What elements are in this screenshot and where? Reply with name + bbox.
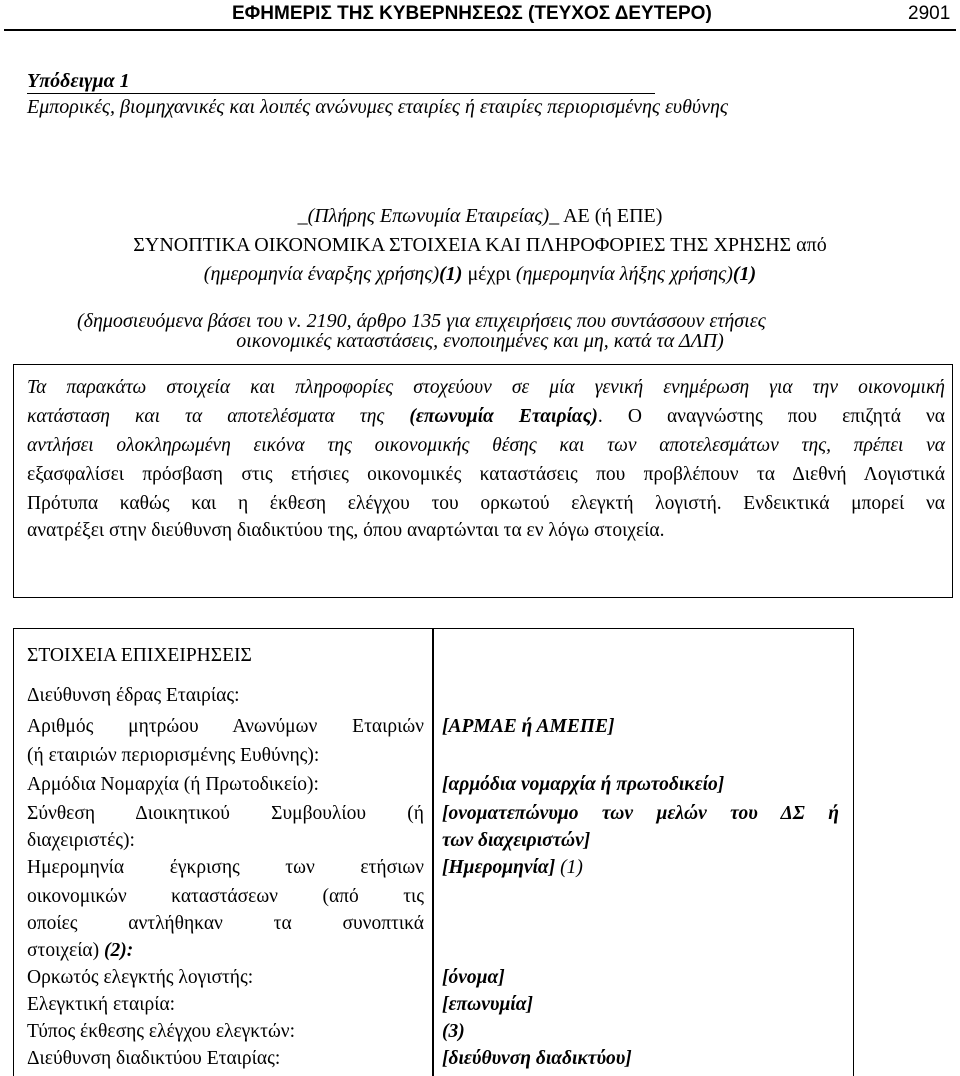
notice-line-1: Τα παρακάτω στοιχεία και πληροφορίες στοχεύουν σε μία γενική ενημέρωση για την οικονομική (27, 377, 945, 398)
board-value-2: των διαχειριστών] (442, 830, 591, 851)
gazette-title: ΕΦΗΜΕΡΙΣ ΤΗΣ ΚΥΒΕΡΝΗΣΕΩΣ (ΤΕΥΧΟΣ ΔΕΥΤΕΡΟ) (232, 3, 712, 24)
notice-line-2 (27, 406, 945, 428)
report-type-value: (3) (442, 1021, 465, 1042)
board-value-1: [ονοματεπώνυμο των μελών του ΔΣ ή (442, 803, 839, 824)
approval-label-4 (27, 940, 133, 962)
notice-line-2a: κατάσταση και τα αποτελέσματα της (27, 406, 410, 427)
audit-firm-label: Ελεγκτική εταιρία: (27, 994, 176, 1015)
notice-company-name: (επωνυμία Εταιρίας) (409, 406, 598, 427)
company-name-placeholder: _(Πλήρης Επωνυμία Εταιρείας)_ (297, 205, 560, 227)
auditor-label: Ορκωτός ελεγκτής λογιστής: (27, 967, 254, 988)
heading-company-name (0, 205, 960, 228)
approval-label-1: Ημερομηνία έγκρισης των ετήσιων (27, 857, 424, 878)
heading-standards: οικονομικές καταστάσεις, ενοποιημένες και μη, κατά τα ΔΛΠ) (236, 330, 724, 352)
notice-line-5: Πρότυπα καθώς και η έκθεση ελέγχου του ορκωτού ελεγκτή λογιστή. Ενδεικτικά μπορεί να (27, 493, 945, 514)
period-until: μέχρι (462, 263, 516, 285)
header-rule (4, 29, 956, 31)
heading-summary-title: ΣΥΝΟΠΤΙΚΑ ΟΙΚΟΝΟΜΙΚΑ ΣΤΟΙΧΕΙΑ ΚΑΙ ΠΛΗΡΟΦΟΡΙΕΣ ΤΗΣ ΧΡΗΣΗΣ από (133, 234, 827, 256)
heading-period (0, 263, 960, 286)
prefecture-value: [αρμόδια νομαρχία ή πρωτοδικείο] (442, 774, 725, 795)
notice-line-6: ανατρέξει στην διεύθυνση διαδικτύου της, όπου αναρτώνται τα εν λόγω στοιχεία. (27, 520, 665, 541)
report-type-label: Τύπος έκθεσης ελέγχου ελεγκτών: (27, 1021, 296, 1042)
approval-value (442, 857, 583, 879)
company-table-divider (432, 628, 434, 1076)
prefecture-label: Αρμόδια Νομαρχία (ή Πρωτοδικείο): (27, 774, 319, 795)
board-label-1: Σύνθεση Διοικητικού Συμβουλίου (ή (27, 803, 424, 824)
page-number: 2901 (908, 3, 951, 24)
sample-label-underline (27, 93, 655, 94)
sample-subtitle: Εμπορικές, βιομηχανικές και λοιπές ανώνυμες εταιρίες ή εταιρίες περιορισμένης ευθύνης (27, 96, 729, 118)
address-label: Διεύθυνση έδρας Εταιρίας: (27, 685, 240, 706)
period-start-note: (1) (439, 263, 463, 285)
legal-basis-rest: 2190, άρθρο 135 για επιχειρήσεις που συντάσσουν ετήσιες (301, 310, 766, 332)
notice-line-3: αντλήσει ολοκληρωμένη εικόνα της οικονομικής θέσης και των αποτελεσμάτων της, πρέπει να (27, 435, 945, 456)
period-end: (ημερομηνία λήξης χρήσης) (515, 263, 733, 285)
audit-firm-value: [επωνυμία] (442, 994, 533, 1015)
approval-label-3: οποίες αντλήθηκαν τα συνοπτικά (27, 913, 424, 934)
approval-note: (2): (104, 940, 134, 961)
sample-label: Υπόδειγμα 1 (27, 70, 130, 92)
registry-label-1: Αριθμός μητρώου Ανωνύμων Εταιριών (27, 716, 424, 737)
approval-label-2: οικονομικών καταστάσεων (από τις (27, 886, 424, 907)
approval-label-4a: στοιχεία) (27, 940, 105, 961)
registry-value: [ΑΡΜΑΕ ή ΑΜΕΠΕ] (442, 716, 615, 737)
company-section-title: ΣΤΟΙΧΕΙΑ ΕΠΙΧΕΙΡΗΣΕΙΣ (27, 645, 252, 666)
legal-basis-italic: (δημοσιευόμενα βάσει του ν. (77, 310, 302, 332)
notice-line-2c: . Ο αναγνώστης που επιζητά να (597, 406, 945, 427)
notice-line-4: εξασφαλίσει πρόσβαση στις ετήσιες οικονομικές καταστάσεις που προβλέπουν τα Διεθνή Λογιστικά (27, 464, 945, 485)
board-label-2: διαχειριστές): (27, 830, 135, 851)
period-end-note: (1) (732, 263, 757, 285)
company-type: ΑΕ (ή ΕΠΕ) (559, 205, 663, 227)
registry-label-2: (ή εταιριών περιορισμένης Ευθύνης): (27, 745, 320, 766)
website-value: [διεύθυνση διαδικτύου] (442, 1048, 632, 1069)
approval-date-note: (1) (555, 857, 583, 878)
approval-date: [Ημερομηνία] (442, 857, 556, 878)
auditor-value: [όνομα] (442, 967, 505, 988)
period-start: (ημερομηνία έναρξης χρήσης) (203, 263, 440, 285)
website-label: Διεύθυνση διαδικτύου Εταιρίας: (27, 1048, 281, 1069)
